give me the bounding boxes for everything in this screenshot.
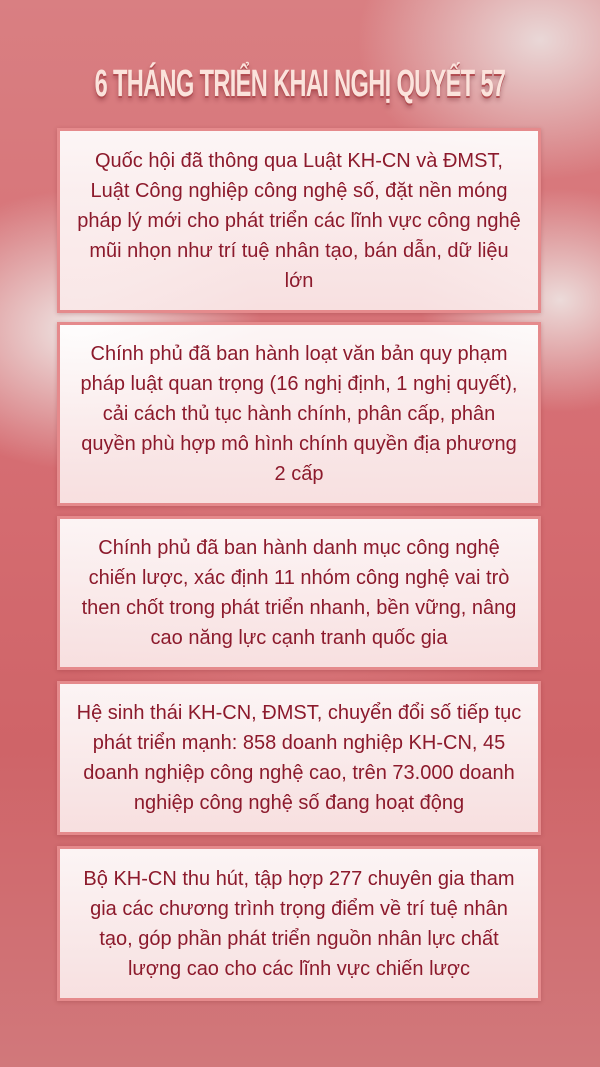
info-text: Chính phủ đã ban hành danh mục công nghệ chiến lược, xác định 11 nhóm công nghệ vai trò then chốt trong phát triển nhanh, bền vững, nâng cao năng lực cạnh tranh quốc gia bbox=[81, 537, 517, 649]
info-box-3 bbox=[57, 516, 541, 670]
info-text: Quốc hội đã thông qua Luật KH-CN và ĐMST, Luật Công nghiệp công nghệ số, đặt nền móng pháp lý mới cho phát triển các lĩnh vực công nghệ mũi nhọn như trí tuệ nhân tạo, bán dẫn, dữ liệu lớn bbox=[77, 149, 521, 292]
info-text: Bộ KH-CN thu hút, tập hợp 277 chuyên gia tham gia các chương trình trọng điểm về trí tuệ nhân tạo, góp phần phát triển nguồn nhân lực chất lượng cao cho các lĩnh vực chiến lược bbox=[83, 867, 515, 980]
info-text: Hệ sinh thái KH-CN, ĐMST, chuyển đổi số tiếp tục phát triển mạnh: 858 doanh nghiệp KH-CN, 45 doanh nghiệp công nghệ cao, trên 73.000 doanh nghiệp công nghệ số đang hoạt động bbox=[76, 702, 522, 814]
info-box-5 bbox=[57, 846, 541, 1001]
info-box-2 bbox=[57, 322, 541, 506]
page-title: 6 THÁNG TRIỂN KHAI NGHỊ QUYẾT 57 bbox=[94, 63, 506, 105]
info-box-4 bbox=[57, 681, 541, 835]
info-box-1 bbox=[57, 128, 541, 313]
info-text: Chính phủ đã ban hành loạt văn bản quy phạm pháp luật quan trọng (16 nghị định, 1 nghị quyết), cải cách thủ tục hành chính, phân cấp, phân quyền phù hợp mô hình chính quyền địa phương 2 cấp bbox=[80, 343, 518, 485]
